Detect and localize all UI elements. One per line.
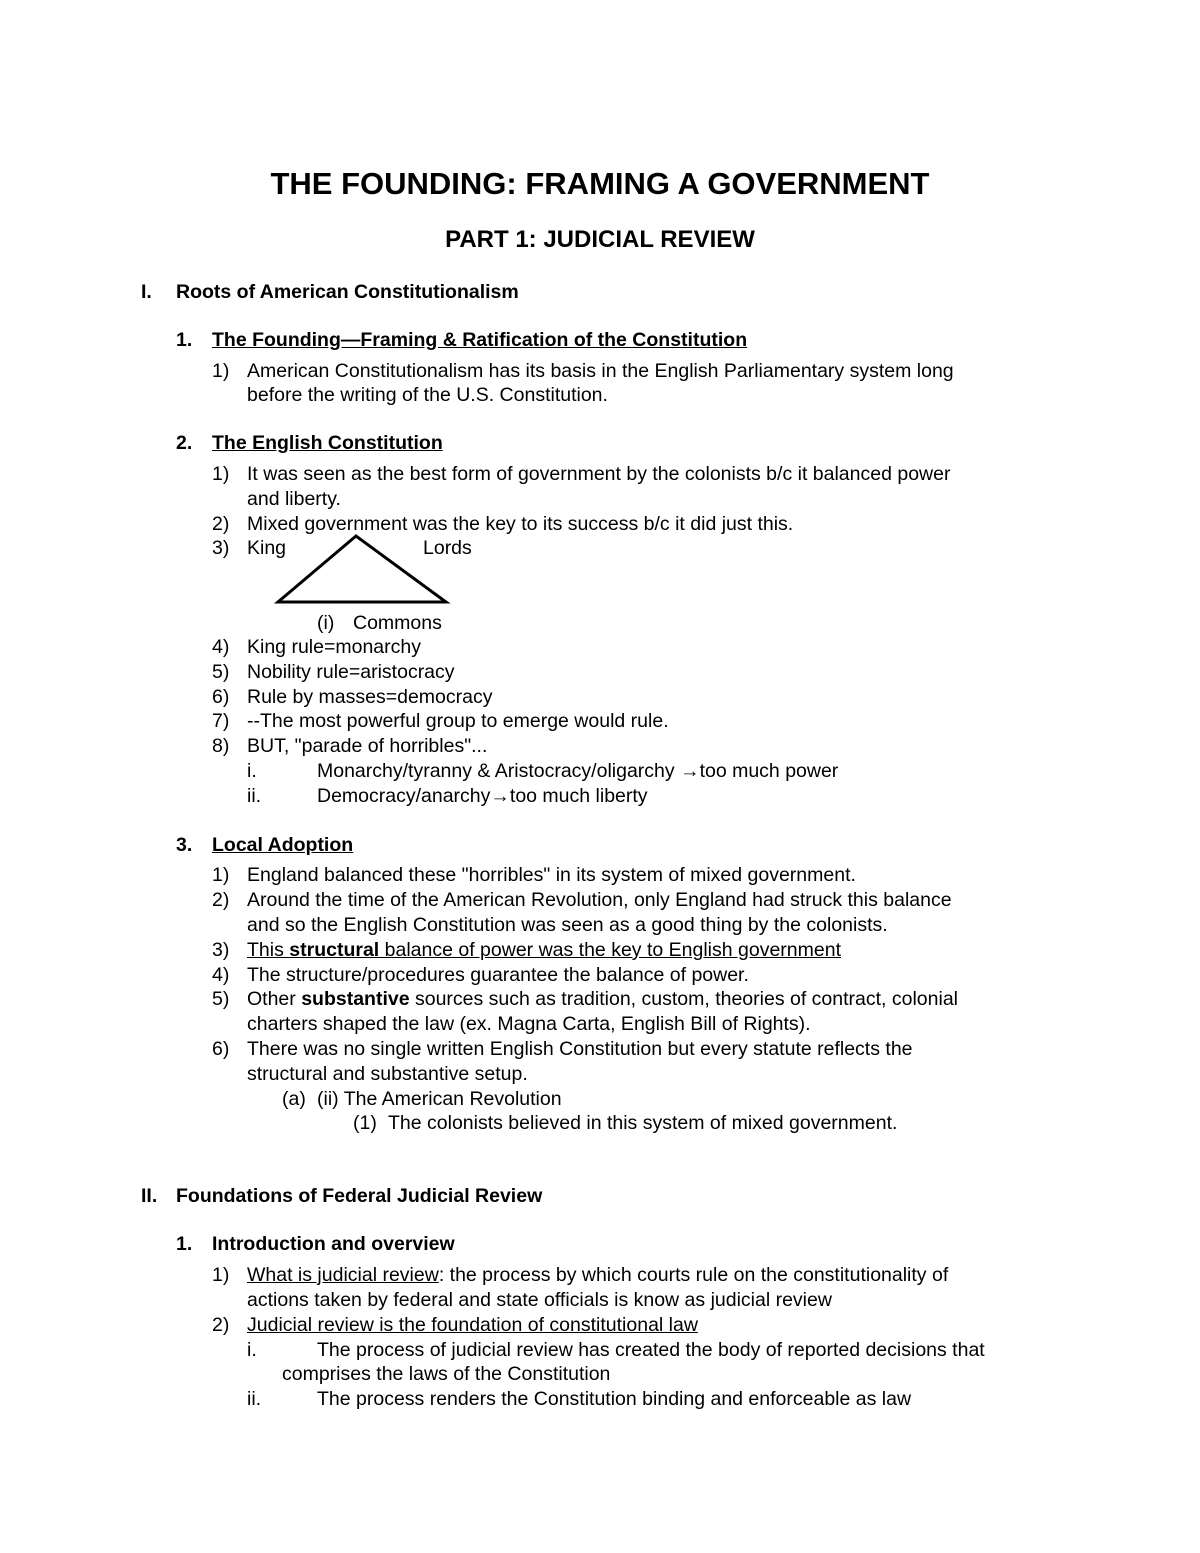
list-item-text: Nobility rule=aristocracy xyxy=(247,661,455,683)
list-item-text: Rule by masses=democracy xyxy=(247,686,493,708)
section-1-heading: Roots of American Constitutionalism xyxy=(176,281,519,303)
list-number: 2) xyxy=(212,889,230,911)
list-number: 4) xyxy=(212,636,230,658)
emphasis-substantive: substantive xyxy=(301,988,410,1010)
list-item-text: structural and substantive setup. xyxy=(247,1063,528,1085)
list-item-text: before the writing of the U.S. Constitution. xyxy=(247,384,608,406)
emphasis-structural: structural xyxy=(289,939,380,961)
item-text: Monarchy/tyranny & Aristocracy/oligarchy xyxy=(317,760,681,782)
term-judicial-review: What is judicial review xyxy=(247,1264,439,1286)
subsection-number: 3. xyxy=(176,834,193,856)
list-item-text: Mixed government was the key to its success b/c it did just this. xyxy=(247,513,794,535)
list-item-text: The process renders the Constitution binding and enforceable as law xyxy=(317,1388,912,1410)
subsection-heading-english-constitution: The English Constitution xyxy=(212,432,443,454)
list-number: 6) xyxy=(212,686,230,708)
label-lords: Lords xyxy=(423,537,472,559)
item-text-pre: Other xyxy=(247,988,302,1010)
item-text: Democracy/anarchy xyxy=(317,785,491,807)
item-text-tail: too much power xyxy=(699,760,839,782)
list-item-text xyxy=(317,762,838,782)
list-number: 1) xyxy=(212,1264,230,1286)
arrow-right-icon: → xyxy=(680,760,700,782)
list-number: (1) xyxy=(353,1112,377,1134)
list-item-text: It was seen as the best form of government by the colonists b/c it balanced power xyxy=(247,463,951,485)
list-item-text: The colonists believed in this system of mixed government. xyxy=(388,1112,898,1134)
list-number: 3) xyxy=(212,939,230,961)
item-text-post: sources such as tradition, custom, theories of contract, colonial xyxy=(409,988,958,1010)
list-item-text: The process of judicial review has created the body of reported decisions that xyxy=(317,1339,985,1361)
list-item-text: charters shaped the law (ex. Magna Carta, English Bill of Rights). xyxy=(247,1013,811,1035)
list-item-text: --The most powerful group to emerge would rule. xyxy=(247,710,669,732)
document-title: THE FOUNDING: FRAMING A GOVERNMENT xyxy=(270,166,930,201)
list-number: (i) xyxy=(317,612,335,634)
list-number: 4) xyxy=(212,964,230,986)
list-item-text xyxy=(247,990,958,1010)
list-number: 1) xyxy=(212,864,230,886)
subsection-heading-introduction: Introduction and overview xyxy=(212,1233,455,1255)
list-item-text: and so the English Constitution was seen as a good thing by the colonists. xyxy=(247,914,888,936)
item-text-tail: too much liberty xyxy=(509,785,648,807)
list-item-text: BUT, "parade of horribles"... xyxy=(247,735,488,757)
subsection-number: 1. xyxy=(176,329,193,351)
triangle-shape xyxy=(278,536,446,602)
list-item-text: comprises the laws of the Constitution xyxy=(282,1363,611,1385)
section-2-number: II. xyxy=(141,1185,158,1207)
list-item-text: There was no single written English Constitution but every statute reflects the xyxy=(247,1038,913,1060)
subsection-heading-founding: The Founding—Framing & Ratification of the Constitution xyxy=(212,329,748,351)
subsection-heading-local-adoption: Local Adoption xyxy=(212,834,354,856)
list-item-text: (ii) The American Revolution xyxy=(317,1088,562,1110)
item-text-pre: This xyxy=(247,939,290,961)
list-number: (a) xyxy=(282,1088,306,1110)
arrow-right-icon: → xyxy=(490,785,510,807)
list-number: 3) xyxy=(212,537,230,559)
list-item-text: King rule=monarchy xyxy=(247,636,421,658)
section-1-number: I. xyxy=(141,281,152,303)
list-number: 5) xyxy=(212,661,230,683)
section-2-heading: Foundations of Federal Judicial Review xyxy=(176,1185,543,1207)
list-number: i. xyxy=(247,760,257,782)
list-item-text: American Constitutionalism has its basis in the English Parliamentary system long xyxy=(247,360,954,382)
list-item-text: England balanced these "horribles" in its system of mixed government. xyxy=(247,864,856,886)
subsection-number: 2. xyxy=(176,432,193,454)
list-item-text: Judicial review is the foundation of constitutional law xyxy=(247,1314,698,1336)
list-item-text: and liberty. xyxy=(247,488,341,510)
definition-text: : the process by which courts rule on the constitutionality of xyxy=(438,1264,949,1286)
subsection-number: 1. xyxy=(176,1233,193,1255)
list-number: ii. xyxy=(247,785,262,807)
label-commons: Commons xyxy=(353,612,442,634)
list-number: i. xyxy=(247,1339,257,1361)
list-item-text: actions taken by federal and state officials is know as judicial review xyxy=(247,1289,832,1311)
list-item-text: Around the time of the American Revolution, only England had struck this balance xyxy=(247,889,952,911)
part-title: PART 1: JUDICIAL REVIEW xyxy=(445,226,755,253)
list-number: 8) xyxy=(212,735,230,757)
list-number: 1) xyxy=(212,463,230,485)
item-text-post: balance of power was the key to English government xyxy=(379,939,841,961)
list-number: 6) xyxy=(212,1038,230,1060)
mixed-government-triangle-diagram xyxy=(270,532,452,606)
list-number: 5) xyxy=(212,988,230,1010)
list-number: 1) xyxy=(212,360,230,382)
list-number: 2) xyxy=(212,513,230,535)
list-number: ii. xyxy=(247,1388,262,1410)
list-item-text xyxy=(247,941,841,961)
list-item-text: The structure/procedures guarantee the balance of power. xyxy=(247,964,749,986)
list-number: 2) xyxy=(212,1314,230,1336)
label-king: King xyxy=(247,537,287,559)
list-item-text xyxy=(247,1266,948,1286)
list-item-text xyxy=(317,787,648,807)
list-number: 7) xyxy=(212,710,230,732)
